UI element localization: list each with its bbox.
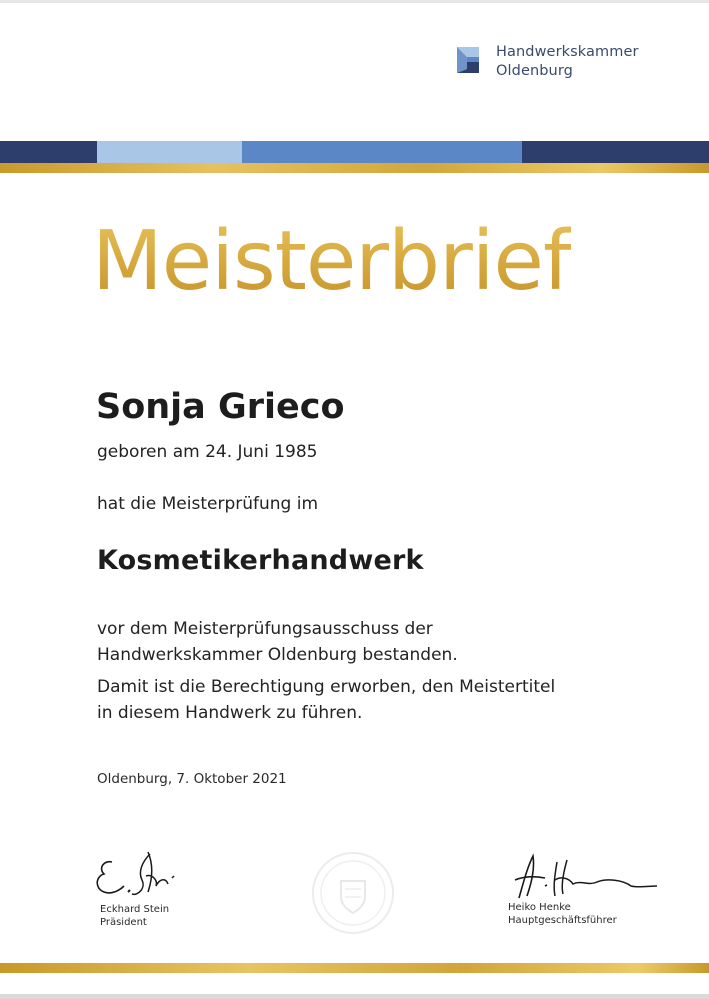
signatory-name-right: Heiko Henke	[508, 902, 571, 913]
trade-name: Kosmetikerhandwerk	[97, 545, 424, 576]
signatory-role-left: Präsident	[100, 917, 147, 928]
issuer-logo	[452, 43, 652, 83]
gold-stripe-bottom	[0, 963, 709, 973]
handwerkskammer-logo-icon	[452, 44, 484, 76]
issuer-line2: Oldenburg	[496, 63, 573, 79]
issuer-name	[496, 43, 639, 81]
body-line: in diesem Handwerk zu führen.	[97, 703, 363, 723]
signatory-role-right: Hauptgeschäftsführer	[508, 915, 617, 926]
exam-intro: hat die Meisterprüfung im	[97, 494, 319, 514]
certificate-title: Meisterbrief	[92, 212, 571, 312]
color-band	[0, 141, 709, 163]
page-edge-top	[0, 0, 709, 3]
signature-right	[505, 850, 670, 904]
body-line: vor dem Meisterprüfungsausschuss der	[97, 619, 433, 639]
place-date: Oldenburg, 7. Oktober 2021	[97, 771, 287, 787]
birth-date: geboren am 24. Juni 1985	[97, 442, 318, 462]
body-line: Damit ist die Berechtigung erworben, den Meistertitel	[97, 677, 556, 697]
signature-left	[90, 848, 200, 900]
page-edge-bottom	[0, 994, 709, 999]
recipient-name: Sonja Grieco	[96, 387, 345, 427]
embossed-seal	[311, 851, 395, 935]
signatory-name-left: Eckhard Stein	[100, 904, 170, 915]
gold-stripe-top	[0, 163, 709, 173]
issuer-line1: Handwerkskammer	[496, 44, 639, 60]
body-line: Handwerkskammer Oldenburg bestanden.	[97, 645, 458, 665]
